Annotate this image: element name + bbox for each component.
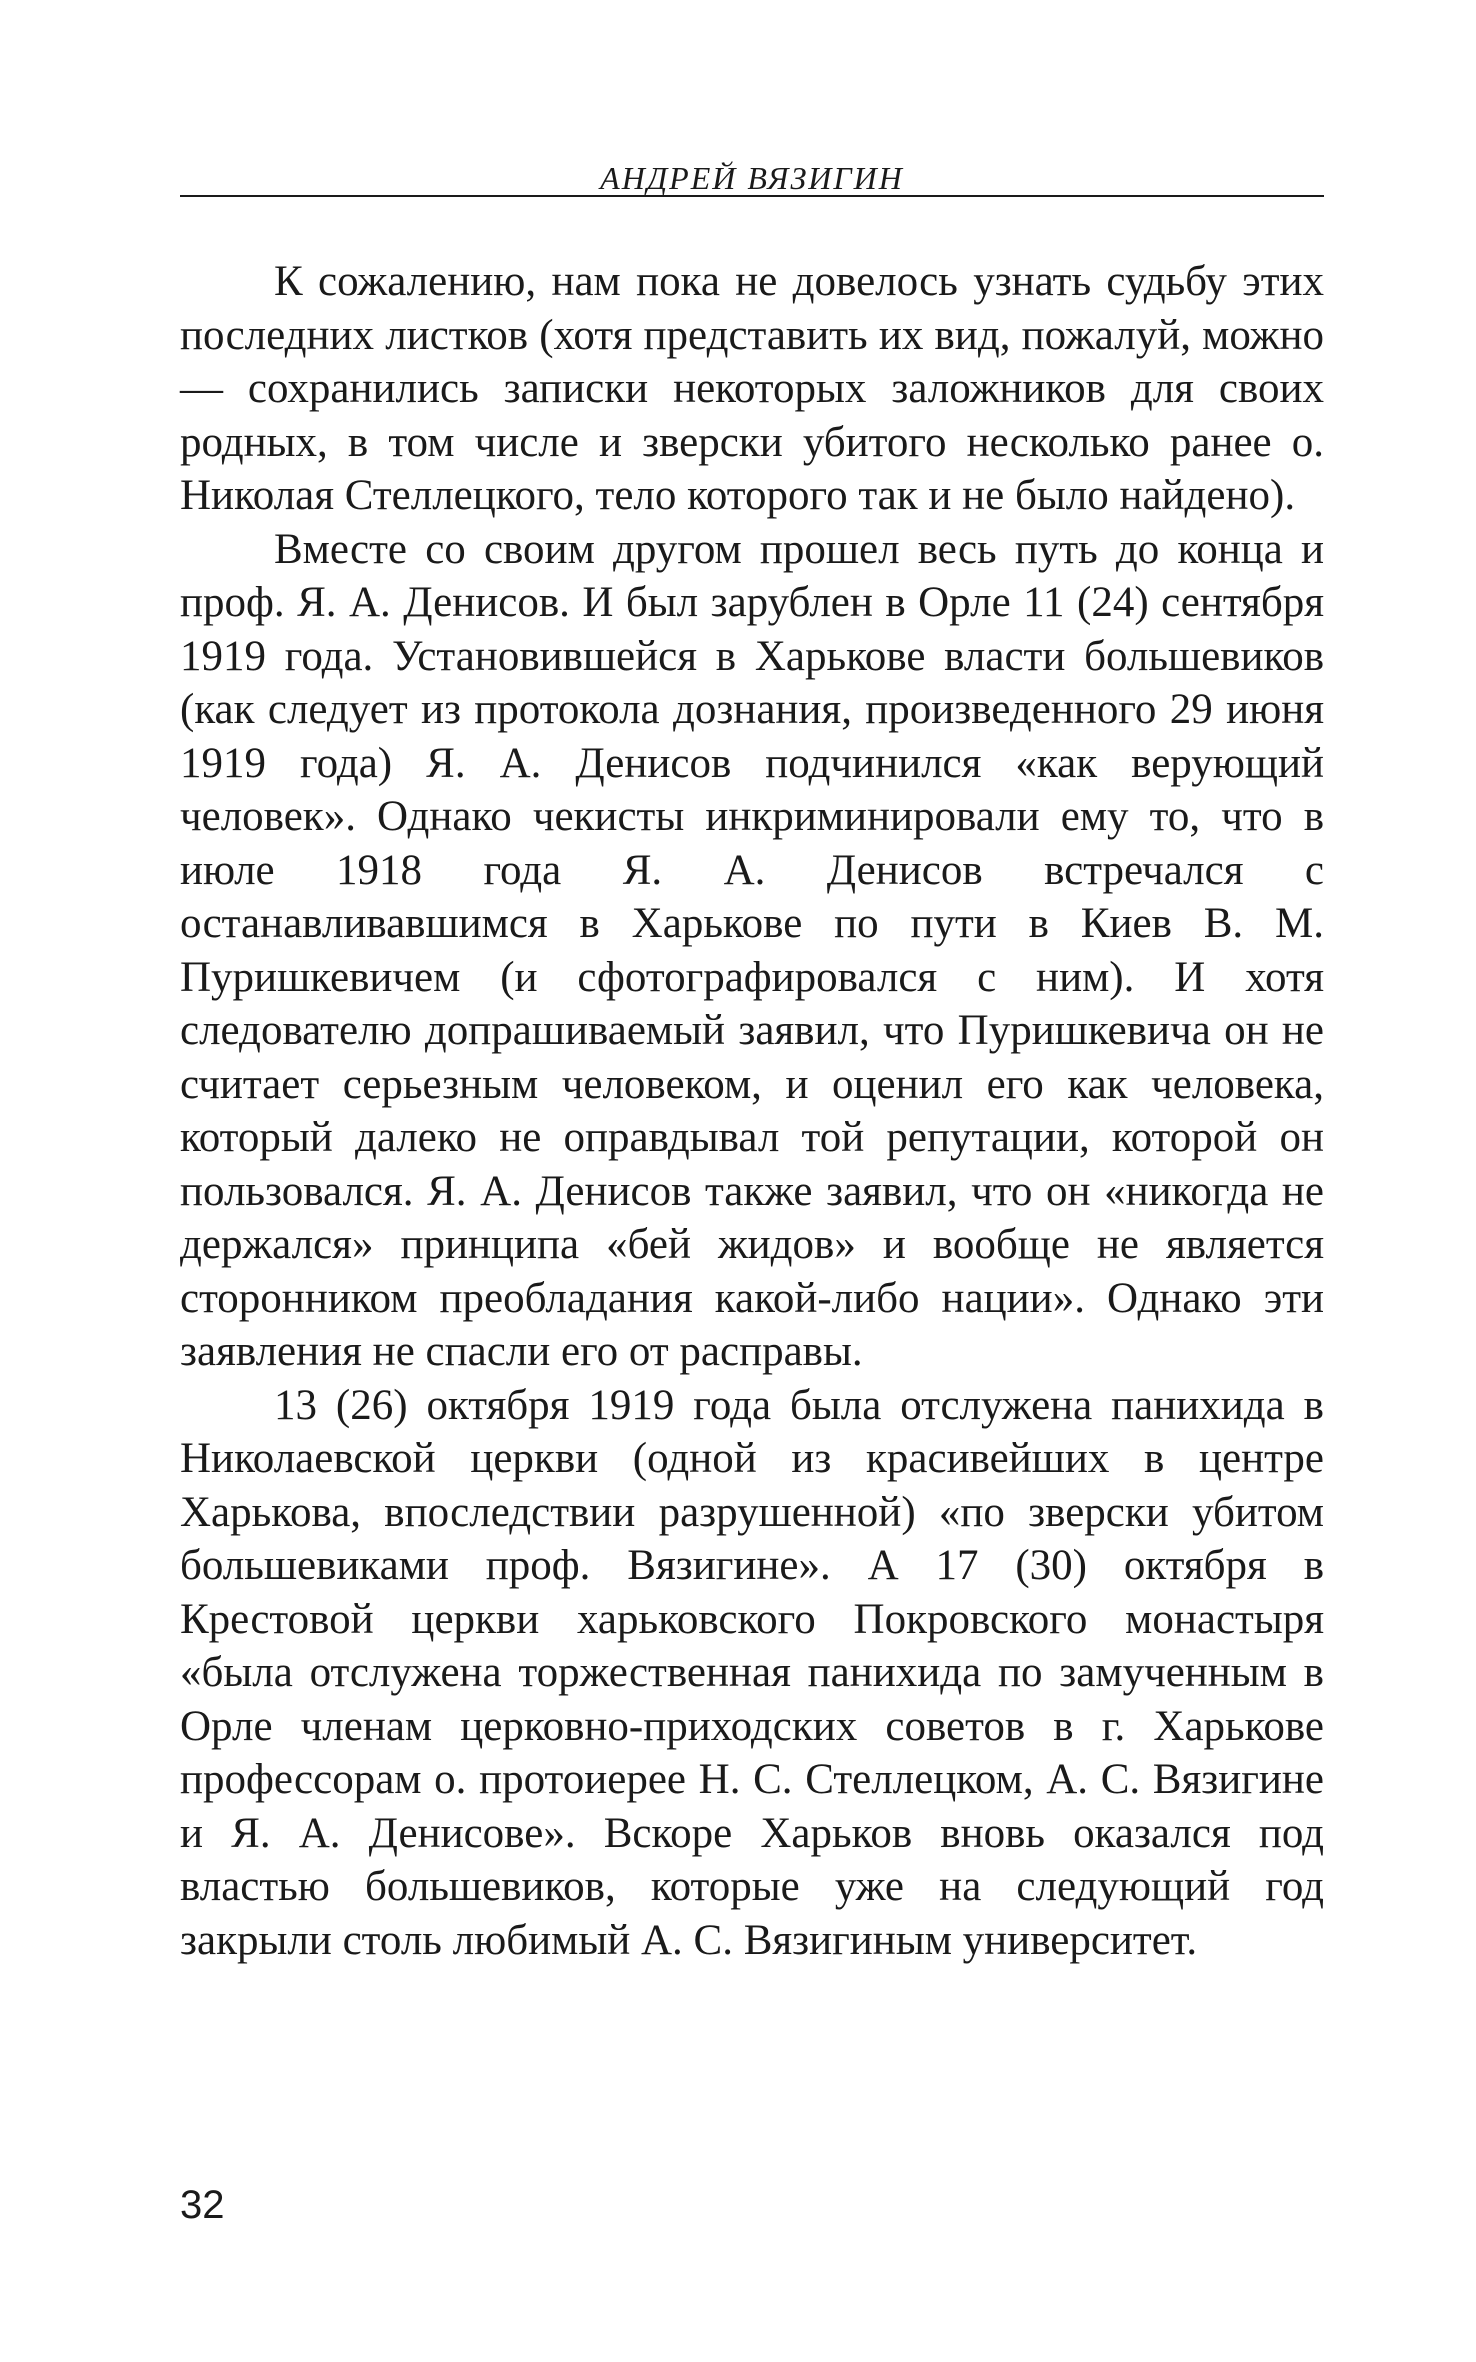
header-rule [180, 195, 1324, 197]
page-number: 32 [180, 2183, 225, 2227]
paragraph-1: К сожалению, нам пока не довелось узнать судьбу этих последних листков (хотя представить их вид, пожалуй, можно — сохранились записки некоторых заложников для своих родных, в том числе и зверски убитого несколько ранее о. Николая Стеллецкого, тело которого так и не было найдено). [180, 258, 1324, 519]
paragraph-2: Вместе со своим другом прошел весь путь до конца и проф. Я. А. Денисов. И был зарублен в Орле 11 (24) сентября 1919 года. Установившейся в Харькове власти большевиков (как следует из протокола дознания, произведенного 29 июня 1919 года) Я. А. Денисов подчинился «как верующий человек». Однако чекисты инкриминировали ему то, что в июле 1918 года Я. А. Денисов встречался с останавливавшимся в Харькове по пути в Киев В. М. Пуришкевичем (и сфотографировался с ним). И хотя следователю допрашиваемый заявил, что Пуришкевича он не считает серьезным человеком, и оценил его как человека, который далеко не оправдывал той репутации, которой он пользовался. Я. А. Денисов также заявил, что он «никогда не держался» принципа «бей жидов» и вообще не является сторонником преобладания какой-либо нации». Однако эти заявления не спасли его от расправы. [180, 525, 1324, 1375]
running-head: АНДРЕЙ ВЯЗИГИН [600, 160, 904, 196]
body-text [180, 255, 1324, 1967]
paragraph-3: 13 (26) октября 1919 года была отслужена панихида в Николаевской церкви (одной из красивейших в центре Харькова, впоследствии разрушенной) «по зверски убитом большевиками проф. Вязигине». А 17 (30) октября в Крестовой церкви харьковского Покровского монастыря «была отслужена торжественная панихида по замученным в Орле членам церковно-приходских советов в г. Харькове профессорам о. протоиерее Н. С. Стеллецком, А. С. Вязигине и Я. А. Денисове». Вскоре Харьков вновь оказался под властью большевиков, которые уже на следующий год закрыли столь любимый А. С. Вязигиным университет. [180, 1381, 1324, 1964]
